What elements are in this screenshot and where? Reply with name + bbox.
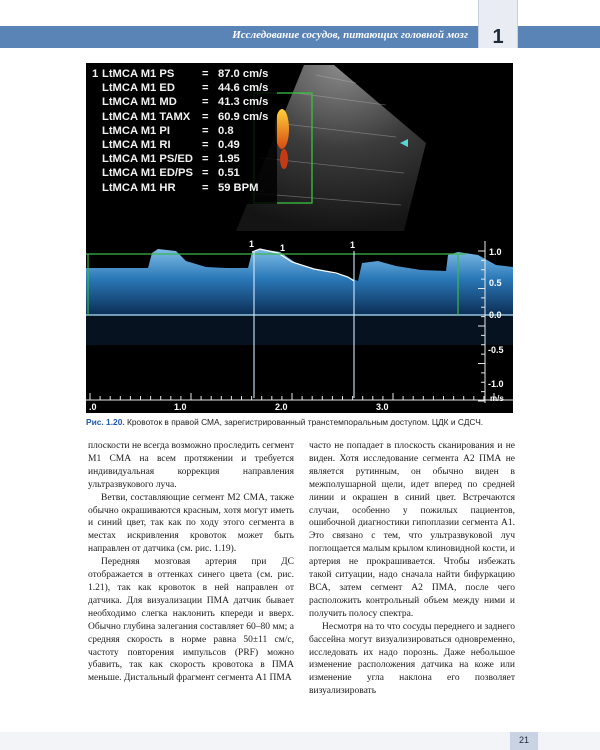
spectral-doppler [86,241,513,403]
measurement-row [92,81,268,95]
time-label: .0 [89,402,97,412]
equals-sign: = [202,153,209,166]
measurement-key: LtMCA M1 HR [102,181,176,194]
measurement-value: 0.8 [218,124,234,137]
measurement-row [92,181,268,195]
velocity-label: 1.0 [489,247,502,257]
measurement-value: 1.95 [218,153,240,166]
measurement-value: 59 BPM [218,181,259,194]
equals-sign: = [202,139,209,152]
measurement-row [92,138,268,152]
measurement-value: 44.6 cm/s [218,82,269,95]
cursor-label: 1 [249,239,255,249]
time-label: 3.0 [376,402,389,412]
measurement-key: LtMCA M1 PI [102,124,170,137]
page-footer [0,732,600,750]
paragraph: Передняя мозговая артерия при ДС отображается в оттенках синего цвета (см. рис. 1.21), так как кровоток в ней направлен от датчика. Для визуализации ПМА датчик бывает необходимо слегка наклонить кпереди и вверх. Обычно глубина залегания составляет 60–80 мм; а средняя скорость в норме равна 50±11 см/с, частоту повторения импульсов (PRF) можно убавить, так как скорость кровотока в ПМА меньше. Дистальный фрагмент сегмента А1 ПМА [88,557,294,684]
measurement-key: LtMCA M1 RI [102,139,171,152]
chapter-tab [478,0,518,48]
velocity-label: -0.5 [488,345,504,355]
index-spacer [92,110,102,124]
chapter-number: 1 [492,26,504,48]
velocity-label: 0.0 [489,310,502,320]
time-label: 2.0 [275,402,288,412]
spectrum-noise [86,315,513,345]
equals-sign: = [202,181,209,194]
measurement-value: 87.0 cm/s [218,68,269,80]
measurement-key: LtMCA M1 ED [102,82,175,95]
measurement-index: 1 [92,68,99,80]
measurement-readout [92,67,268,195]
figure-caption-text: Кровоток в правой СМА, зарегистрированный транстемпоральным доступом. ЦДК и СДСЧ. [127,417,484,427]
equals-sign: = [202,167,209,180]
ultrasound-image [86,63,513,413]
measurement-key: LtMCA M1 MD [102,96,177,109]
equals-sign: = [202,110,209,123]
text-column-left [88,440,294,685]
equals-sign: = [202,68,209,80]
velocity-unit: m/s [490,394,504,403]
measurement-key: LtMCA M1 TAMX [102,110,191,123]
color-flow-signal-lower [280,149,288,169]
equals-sign: = [202,82,209,95]
paragraph: плоскости не всегда возможно проследить сегмент М1 СМА на всем протяжении и требуется индивидуальная коррекция направления ультразвукового луча. [88,441,294,490]
measurement-key: LtMCA M1 ED/PS [102,167,193,180]
measurement-value: 60.9 cm/s [218,110,269,123]
index-spacer [92,81,102,95]
color-flow-signal [275,109,289,149]
page-number: 21 [518,735,529,745]
page-number-box [510,732,538,750]
measurement-row [92,110,268,124]
text-column-right [309,440,515,698]
time-axis-ticks [90,393,494,400]
index-spacer [92,124,102,138]
paragraph: Ветви, составляющие сегмент М2 СМА, также обычно окрашиваются красным, хотя могут иметь и синий цвет, так как по ходу этого сегмента в местах искривления кровоток может быть направлен от датчика (см. рис. 1.19). [88,492,294,555]
measurement-row [92,166,268,180]
spectrum-fill [86,249,513,315]
measurement-value: 0.51 [218,167,240,180]
cursor-label: 1 [280,243,286,253]
measurement-row [92,152,268,166]
equals-sign: = [202,124,209,137]
index-spacer [92,95,102,109]
figure-label: Рис. 1.20. [86,417,125,427]
index-spacer [92,152,102,166]
time-label: 1.0 [174,402,187,412]
measurement-row [92,124,268,138]
measurement-row [92,67,268,81]
measurement-row [92,95,268,109]
measurement-value: 41.3 cm/s [218,96,269,109]
velocity-label: 0.5 [489,278,502,288]
measurement-value: 0.49 [218,139,240,152]
index-spacer [92,138,102,152]
velocity-label: -1.0 [488,379,504,389]
paragraph: Несмотря на то что сосуды переднего и заднего бассейна могут визуализироваться одновременно, исследовать их надо порознь. Даже небольшое изменение расположения датчика на коже или изменение угла наклона его позволяет визуализировать [309,621,515,697]
figure-caption [86,417,526,427]
equals-sign: = [202,96,209,109]
paragraph: часто не попадает в плоскость сканирования и не виден. Хотя исследование сегмента А2 ПМА не является рутинным, он обычно виден в межполушарной щели, идет вперед по средней линии и окрашен в синий цвет. Встречаются случаи, особенно у пожилых пациентов, ошибочной диагностики гипоплазии сегмента А1. Это связано с тем, что ультразвуковой луч поглощается малым крылом клиновидной кости, и артерия не прокрашивается. Чтобы избежать такой ситуации, надо сначала найти бифуркацию ВСА, затем сегмент А2 ПМА, после чего расположить контрольный объем между ними и получить полосу спектра. [309,441,515,619]
index-spacer [92,166,102,180]
measurement-key: LtMCA M1 PS [102,68,175,80]
running-header-title: Исследование сосудов, питающих головной мозг [232,29,468,41]
measurement-key: LtMCA M1 PS/ED [102,153,193,166]
index-spacer [92,181,102,195]
cursor-label: 1 [350,240,356,250]
